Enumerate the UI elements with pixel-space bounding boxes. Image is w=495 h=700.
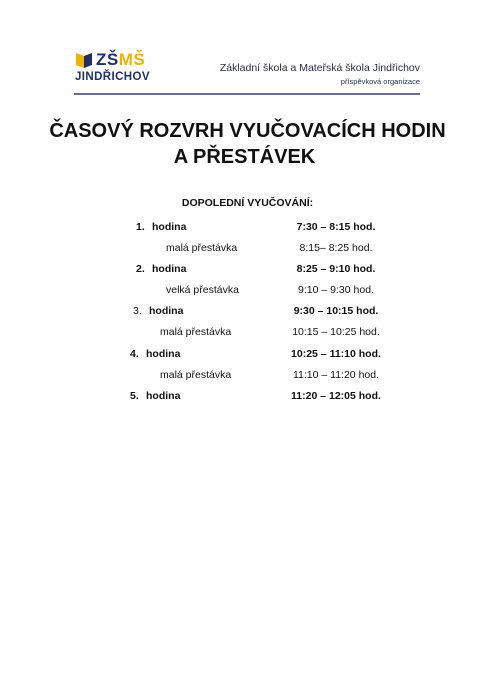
- schedule-row: [0, 347, 495, 361]
- row-label: malá přestávka: [166, 242, 238, 254]
- row-label: malá přestávka: [160, 326, 232, 338]
- logo-text-bottom: JINDŘICHOV: [75, 71, 150, 83]
- book-icon: [74, 50, 94, 70]
- schedule-row: [0, 262, 495, 276]
- school-logo: [74, 50, 150, 88]
- school-subtitle: příspěvková organizace: [340, 77, 420, 86]
- schedule-row: [0, 325, 495, 339]
- row-time: 11:10 – 11:20 hod.: [292, 369, 380, 381]
- row-number: 1.: [136, 221, 145, 233]
- schedule-row: [0, 283, 495, 297]
- header-divider: [74, 93, 420, 95]
- row-label: malá přestávka: [160, 369, 232, 381]
- logo-text-top: ZŠMŠ: [96, 50, 146, 69]
- row-label: hodina: [152, 221, 187, 233]
- row-time: 10:15 – 10:25 hod.: [292, 326, 380, 338]
- row-number: 3.: [133, 305, 142, 317]
- row-time: 11:20 – 12:05 hod.: [291, 390, 381, 402]
- schedule-row: [0, 304, 495, 318]
- row-time: 7:30 – 8:15 hod.: [296, 221, 376, 233]
- schedule-row: [0, 241, 495, 255]
- row-time: 9:10 – 9:30 hod.: [298, 284, 374, 296]
- title-line-1: ČASOVÝ ROZVRH VYUČOVACÍCH HODIN: [49, 120, 446, 142]
- title-line-2: A PŘESTÁVEK: [173, 146, 316, 168]
- schedule-row: [0, 368, 495, 382]
- row-time: 10:25 – 11:10 hod.: [291, 348, 381, 360]
- row-time: 9:30 – 10:15 hod.: [293, 305, 379, 317]
- row-time: 8:15– 8:25 hod.: [299, 242, 373, 254]
- row-label: hodina: [146, 390, 181, 402]
- page-title: [0, 118, 495, 170]
- row-number: 2.: [136, 263, 145, 275]
- school-name: Základní škola a Mateřská škola Jindřichov: [219, 62, 420, 74]
- row-label: hodina: [149, 305, 184, 317]
- section-heading: DOPOLEDNÍ VYUČOVÁNÍ:: [181, 197, 314, 209]
- schedule-row: [0, 220, 495, 234]
- row-label: hodina: [152, 263, 187, 275]
- row-number: 4.: [130, 348, 139, 360]
- row-label: hodina: [146, 348, 181, 360]
- row-number: 5.: [130, 390, 139, 402]
- row-time: 8:25 – 9:10 hod.: [296, 263, 376, 275]
- row-label: velká přestávka: [166, 284, 239, 296]
- schedule-row: [0, 389, 495, 403]
